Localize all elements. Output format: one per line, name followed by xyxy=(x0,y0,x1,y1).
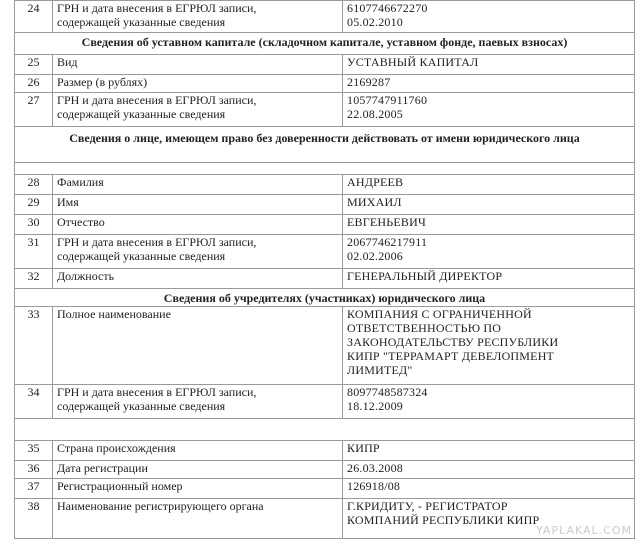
table-row xyxy=(15,195,635,215)
field-value xyxy=(343,441,635,461)
field-label xyxy=(53,175,343,195)
row-number: 30 xyxy=(15,215,53,235)
egrul-extract-table xyxy=(14,0,635,539)
blank-cell xyxy=(15,163,635,175)
blank-cell xyxy=(15,419,635,441)
table-row xyxy=(15,385,635,419)
field-value-line: МИХАИЛ xyxy=(347,195,402,209)
field-label-line: содержащей указанные сведения xyxy=(57,107,226,121)
field-label xyxy=(53,269,343,289)
field-label-line: ГРН и дата внесения в ЕГРЮЛ записи, xyxy=(57,235,257,249)
field-value-line: 26.03.2008 xyxy=(347,461,403,475)
table-body xyxy=(15,1,635,539)
field-value-line: КИПР "ТЕРРАМАРТ ДЕВЕЛОПМЕНТ xyxy=(347,349,555,363)
row-number: 36 xyxy=(15,461,53,479)
section-header-row xyxy=(15,127,635,163)
field-value xyxy=(343,385,635,419)
field-value xyxy=(343,55,635,75)
field-value-line: 8097748587324 xyxy=(347,385,428,399)
field-value-line: ЗАКОНОДАТЕЛЬСТВУ РЕСПУБЛИКИ xyxy=(347,335,559,349)
watermark: YAPLAKAL.COM xyxy=(536,524,632,537)
field-label-line: Размер (в рублях) xyxy=(57,75,148,89)
field-label xyxy=(53,93,343,127)
field-label xyxy=(53,235,343,269)
field-label-line: содержащей указанные сведения xyxy=(57,399,226,413)
row-number: 25 xyxy=(15,55,53,75)
field-value-line: ЕВГЕНЬЕВИЧ xyxy=(347,215,426,229)
field-value-line: 2169287 xyxy=(347,75,391,89)
table-row xyxy=(15,307,635,385)
field-label-line: Фамилия xyxy=(57,175,104,189)
field-value-line: КОМПАНИЙ РЕСПУБЛИКИ КИПР xyxy=(347,513,540,527)
field-label-line: ГРН и дата внесения в ЕГРЮЛ записи, xyxy=(57,1,257,15)
row-number: 28 xyxy=(15,175,53,195)
table-row xyxy=(15,175,635,195)
field-label-line: содержащей указанные сведения xyxy=(57,249,226,263)
field-label-line: Должность xyxy=(57,269,115,283)
field-label-line: Полное наименование xyxy=(57,307,171,321)
field-label xyxy=(53,215,343,235)
field-label-line: Регистрационный номер xyxy=(57,479,183,493)
field-value-line: КИПР xyxy=(347,441,380,455)
field-value-line: УСТАВНЫЙ КАПИТАЛ xyxy=(347,55,479,69)
blank-row xyxy=(15,163,635,175)
section-header: Сведения об уставном капитале (складочном капитале, уставном фонде, паевых взносах) xyxy=(15,33,635,55)
field-value-line: ОТВЕТСТВЕННОСТЬЮ ПО xyxy=(347,321,502,335)
field-value-line: 18.12.2009 xyxy=(347,399,403,413)
table-row xyxy=(15,55,635,75)
field-value-line: 2067746217911 xyxy=(347,235,428,249)
field-value xyxy=(343,195,635,215)
field-value-line: 6107746672270 xyxy=(347,1,428,15)
row-number: 32 xyxy=(15,269,53,289)
table-row xyxy=(15,269,635,289)
field-value xyxy=(343,461,635,479)
field-label-line: Имя xyxy=(57,195,79,209)
table-row xyxy=(15,461,635,479)
table-row xyxy=(15,93,635,127)
field-value-line: АНДРЕЕВ xyxy=(347,175,404,189)
blank-row xyxy=(15,419,635,441)
field-value-line: 22.08.2005 xyxy=(347,107,403,121)
field-value-line: КОМПАНИЯ С ОГРАНИЧЕННОЙ xyxy=(347,307,532,321)
field-label-line: Вид xyxy=(57,55,78,69)
field-value-line: 05.02.2010 xyxy=(347,15,403,29)
field-value-line: ГЕНЕРАЛЬНЫЙ ДИРЕКТОР xyxy=(347,269,503,283)
row-number: 34 xyxy=(15,385,53,419)
field-label-line: Страна происхождения xyxy=(57,441,176,455)
field-label xyxy=(53,195,343,215)
field-label xyxy=(53,461,343,479)
table-row xyxy=(15,479,635,499)
row-number: 35 xyxy=(15,441,53,461)
row-number: 37 xyxy=(15,479,53,499)
field-label xyxy=(53,55,343,75)
field-label xyxy=(53,75,343,93)
table-row xyxy=(15,75,635,93)
field-value-line: 02.02.2006 xyxy=(347,249,403,263)
field-value xyxy=(343,235,635,269)
row-number: 38 xyxy=(15,499,53,539)
field-label xyxy=(53,479,343,499)
table-row xyxy=(15,215,635,235)
row-number: 27 xyxy=(15,93,53,127)
field-label xyxy=(53,307,343,385)
row-number: 24 xyxy=(15,1,53,33)
field-label-line: содержащей указанные сведения xyxy=(57,15,226,29)
field-value-line: 1057747911760 xyxy=(347,93,428,107)
field-label-line: Дата регистрации xyxy=(57,461,148,475)
field-label-line: ГРН и дата внесения в ЕГРЮЛ записи, xyxy=(57,385,257,399)
section-header: Сведения о лице, имеющем право без доверенности действовать от имени юридического лица xyxy=(15,127,635,163)
field-label xyxy=(53,441,343,461)
field-value-line: 126918/08 xyxy=(347,479,401,493)
field-label xyxy=(53,1,343,33)
row-number: 31 xyxy=(15,235,53,269)
table-row xyxy=(15,441,635,461)
section-header-row xyxy=(15,289,635,307)
section-header-row xyxy=(15,33,635,55)
field-value-line: ЛИМИТЕД" xyxy=(347,363,413,377)
field-value-line: Г.КРИДИТУ, - РЕГИСТРАТОР xyxy=(347,499,508,513)
section-header: Сведения об учредителях (участниках) юридического лица xyxy=(15,289,635,307)
field-value xyxy=(343,175,635,195)
field-value xyxy=(343,307,635,385)
row-number: 26 xyxy=(15,75,53,93)
field-label xyxy=(53,385,343,419)
field-value xyxy=(343,215,635,235)
row-number: 33 xyxy=(15,307,53,385)
field-label-line: Отчество xyxy=(57,215,105,229)
field-value xyxy=(343,75,635,93)
table-row xyxy=(15,235,635,269)
field-label-line: ГРН и дата внесения в ЕГРЮЛ записи, xyxy=(57,93,257,107)
field-label-line: Наименование регистрирующего органа xyxy=(57,499,264,513)
field-value xyxy=(343,269,635,289)
table-row xyxy=(15,1,635,33)
row-number: 29 xyxy=(15,195,53,215)
field-value xyxy=(343,1,635,33)
field-value xyxy=(343,479,635,499)
field-label xyxy=(53,499,343,539)
field-value xyxy=(343,93,635,127)
